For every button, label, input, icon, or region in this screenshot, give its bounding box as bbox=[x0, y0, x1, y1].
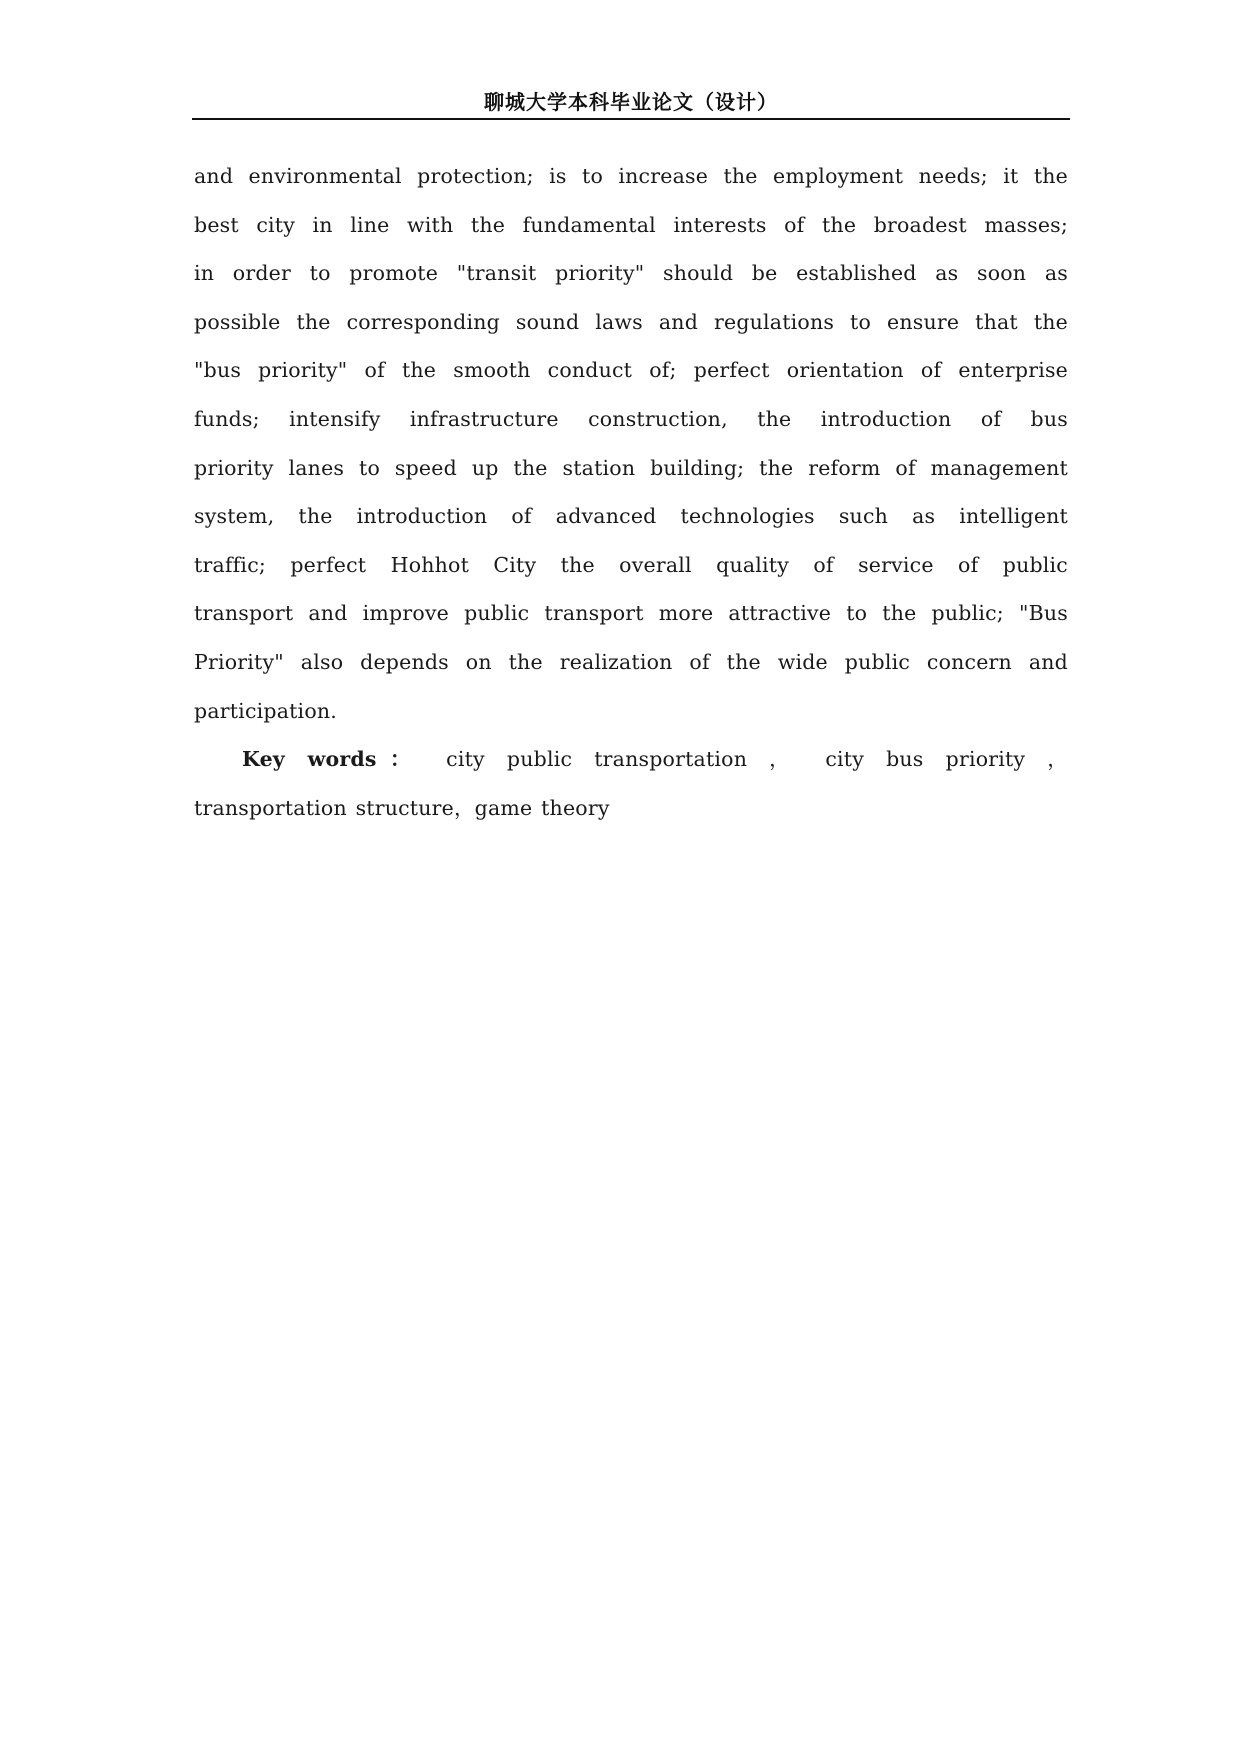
abstract-line: traffic; perfect Hohhot City the overall quality of service of public bbox=[194, 552, 1068, 577]
abstract-line: system, the introduction of advanced technologies such as intelligent bbox=[194, 504, 1068, 529]
abstract-line: possible the corresponding sound laws and regulations to ensure that the bbox=[194, 309, 1068, 334]
abstract-line: and environmental protection; is to increase the employment needs; it the bbox=[194, 164, 1068, 188]
abstract-line: priority lanes to speed up the station building; the reform of management bbox=[194, 455, 1068, 480]
abstract-line: best city in line with the fundamental interests of the broadest masses; bbox=[194, 212, 1068, 237]
abstract-body bbox=[194, 152, 1068, 832]
keywords-line bbox=[194, 735, 1068, 784]
keywords-continuation: transportation structure，game theory bbox=[194, 795, 610, 820]
header-rule bbox=[192, 118, 1070, 120]
keywords-label: Key words： bbox=[242, 747, 425, 772]
abstract-line-last: participation. bbox=[194, 698, 337, 723]
abstract-line: in order to promote "transit priority" should be established as soon as bbox=[194, 261, 1068, 286]
abstract-line: Priority" also depends on the realization of the wide public concern and bbox=[194, 649, 1068, 674]
running-header-title: 聊城大学本科毕业论文（设计） bbox=[484, 90, 778, 114]
abstract-line: transport and improve public transport more attractive to the public; "Bus bbox=[194, 601, 1068, 626]
abstract-line: funds; intensify infrastructure construction, the introduction of bus bbox=[194, 406, 1068, 431]
keywords-text: city public transportation ， city bus priority ， bbox=[446, 747, 1068, 772]
abstract-line: "bus priority" of the smooth conduct of; perfect orientation of enterprise bbox=[194, 358, 1068, 383]
